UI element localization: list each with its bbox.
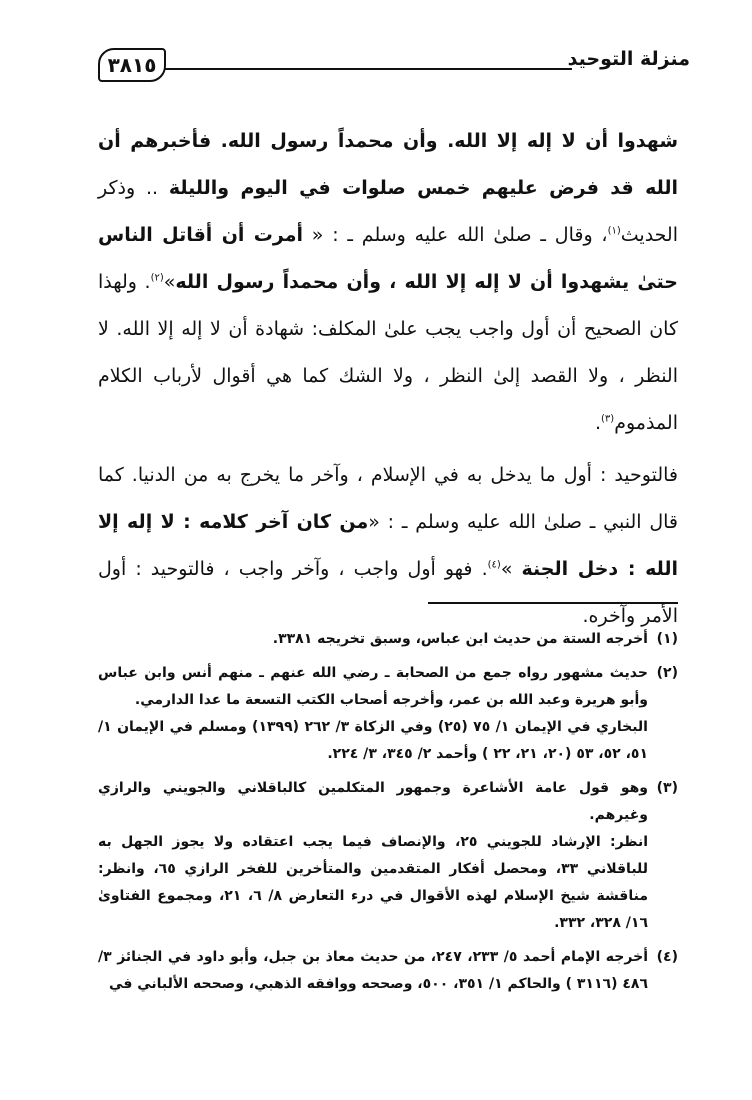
footnote-line: انظر: الإرشاد للجويني ٢٥، والإنصاف فيما يجب اعتقاده ولا يجوز الجهل به للباقلاني ٣٣، ومحصل أفكار المتقدمين والمتأخرين للفخر الرازي ٦٥، وانظر: مناقشة شيخ الإسلام لهذه الأقوال في درء التعارض ٨/ ٦، ٢١، ومجموع الفتاوىٰ ١٦/ ٣٢٨، ٣٣٢. (98, 834, 649, 931)
text-run: . (594, 412, 602, 434)
footnote-line: وهو قول عامة الأشاعرة وجمهور المتكلمين كالباقلاني والجويني والرازي وغيرهم. (98, 780, 648, 823)
footnote-ref: (٤) (487, 559, 501, 571)
text-run: شهدوا أن لا إله إلا الله. وأن محمداً رسول الله. فأخبرهم أن الله قد فرض عليهم خمس صلوات في اليوم والليلة (98, 130, 678, 199)
page-header (98, 44, 690, 84)
text-run: . ولهذا كان الصحيح أن أول واجب يجب علىٰ المكلف: شهادة أن لا إله إلا الله. لا النظر ، ولا القصد إلىٰ النظر ، ولا الشك كما هي أقوال لأرباب الكلام المذموم (98, 271, 678, 434)
footnote-number: (٣) (656, 780, 678, 796)
footnote-separator (428, 602, 678, 604)
text-run: . فهو أول واجب ، وآخر واجب ، فالتوحيد : أول الأمر وآخره. (98, 558, 678, 627)
hadith-quote: أمرت أن أقاتل الناس حتىٰ يشهدوا أن لا إله إلا الله ، وأن محمداً رسول الله (98, 224, 678, 293)
footnote-4 (98, 944, 678, 998)
footnote-ref: (٢) (150, 272, 164, 284)
text-run: » (163, 271, 176, 293)
text-run: ، وقال ـ صلىٰ الله عليه وسلم ـ : « (303, 224, 608, 246)
text-run: » (500, 558, 522, 580)
footnote-ref: (٣) (601, 413, 615, 425)
footnote-3 (98, 775, 678, 937)
running-title: منزلة التوحيد (567, 48, 690, 70)
footnote-number: (٤) (656, 949, 678, 965)
page-number: ٣٨١٥ (107, 53, 157, 77)
footnote-line: حديث مشهور رواه جمع من الصحابة ـ رضي الله عنهم ـ منهم أنس وابن عباس وأبو هريرة وعبد الله بن عمر، وأخرجه أصحاب الكتب التسعة ما عدا الدارمي. (98, 665, 648, 708)
footnote-line: أخرجه الستة من حديث ابن عباس، وسبق تخريجه ٣٣٨١. (272, 631, 648, 647)
paragraph-2 (98, 452, 678, 640)
footnote-line: البخاري في الإيمان ١/ ٧٥ (٢٥) وفي الزكاة ٣/ ٢٦٢ (١٣٩٩) ومسلم في الإيمان ١/ ٥١، ٥٢، ٥٣ (٢٠، ٢١، ٢٢ ) وأحمد ٢/ ٣٤٥، ٣/ ٢٢٤. (98, 719, 648, 762)
main-text (98, 118, 678, 640)
header-rule (158, 68, 572, 70)
hadith-quote: من كان آخر كلامه : لا إله إلا الله : دخل الجنة (98, 511, 678, 580)
footnote-line: أخرجه الإمام أحمد ٥/ ٢٣٣، ٢٤٧، من حديث معاذ بن جبل، وأبو داود في الجنائز ٣/ ٤٨٦ (٣١١٦ ) والحاكم ١/ ٣٥١، ٥٠٠، وصححه ووافقه الذهبي، وصححه الألباني في (98, 949, 648, 992)
footnote-number: (١) (656, 631, 678, 647)
page-number-badge (98, 48, 166, 82)
footnote-ref: (١) (607, 225, 621, 237)
paragraph-1 (98, 118, 678, 447)
footnote-2 (98, 660, 678, 768)
footnotes (98, 626, 678, 1005)
footnote-number: (٢) (656, 665, 678, 681)
footnote-1 (98, 626, 678, 653)
text-run: فالتوحيد : أول ما يدخل به في الإسلام ، وآخر ما يخرج به من الدنيا. كما قال النبي ـ صلىٰ الله عليه وسلم ـ : « (98, 464, 678, 533)
text-run: .. وذكر الحديث (98, 177, 679, 246)
